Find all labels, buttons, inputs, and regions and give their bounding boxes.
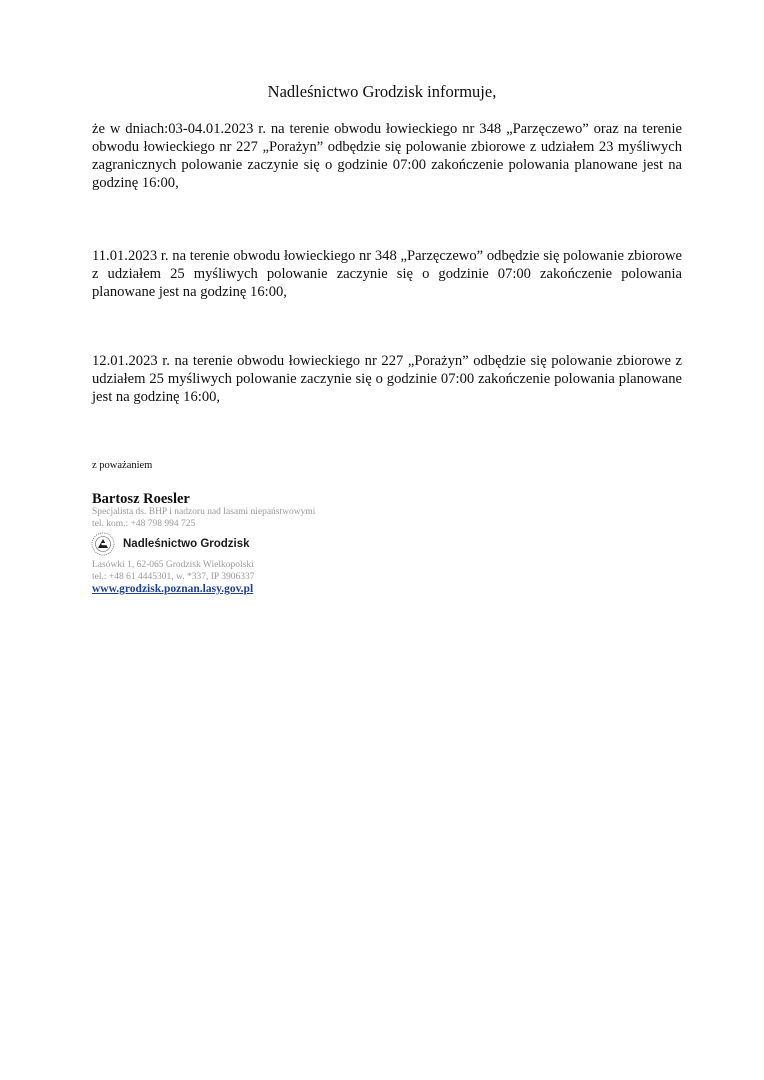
organization-name: Nadleśnictwo Grodzisk [123,538,250,550]
signature-role: Specjalista ds. BHP i nadzoru nad lasami niepaństwowymi [92,507,316,517]
paragraph-hunt-11-january: 11.01.2023 r. na terenie obwodu łowieckiego nr 348 „Parzęczewo” odbędzie się polowanie zbiorowe z udziałem 25 myśliwych polowanie zaczynie się o godzinie 07:00 zakończenie polowania planowane jest na godzinę 16:00, [92,248,682,300]
website-link[interactable]: www.grodzisk.poznan.lasy.gov.pl [92,583,254,595]
forestry-logo-icon [91,532,115,556]
document-title: Nadleśnictwo Grodzisk informuje, [267,82,497,101]
signature-name: Bartosz Roesler [92,491,190,507]
organization-address: Lasówki 1, 62-065 Grodzisk Wielkopolski [92,560,254,570]
organization-contact: tel.: +48 61 4445301, w. *337, IP 3906337 [92,572,255,582]
signature-phone: tel. kom.: +48 798 994 725 [92,519,196,529]
paragraph-hunt-12-january: 12.01.2023 r. na terenie obwodu łowieckiego nr 227 „Porażyn” odbędzie się polowanie zbiorowe z udziałem 25 myśliwych polowanie zaczynie się o godzinie 07:00 zakończenie polowania planowane jest na godzinę 16:00, [92,353,682,405]
closing-salutation: z poważaniem [92,460,153,471]
organization-logo-row [91,532,250,556]
paragraph-hunt-03-04-january: że w dniach:03-04.01.2023 r. na terenie obwodu łowieckiego nr 348 „Parzęczewo” oraz na terenie obwodu łowieckiego nr 227 „Porażyn” odbędzie się polowanie zbiorowe z udziałem 23 myśliwych zagranicznych polowanie zaczynie się o godzinie 07:00 zakończenie polowania planowane jest na godzinę 16:00, [92,121,682,191]
